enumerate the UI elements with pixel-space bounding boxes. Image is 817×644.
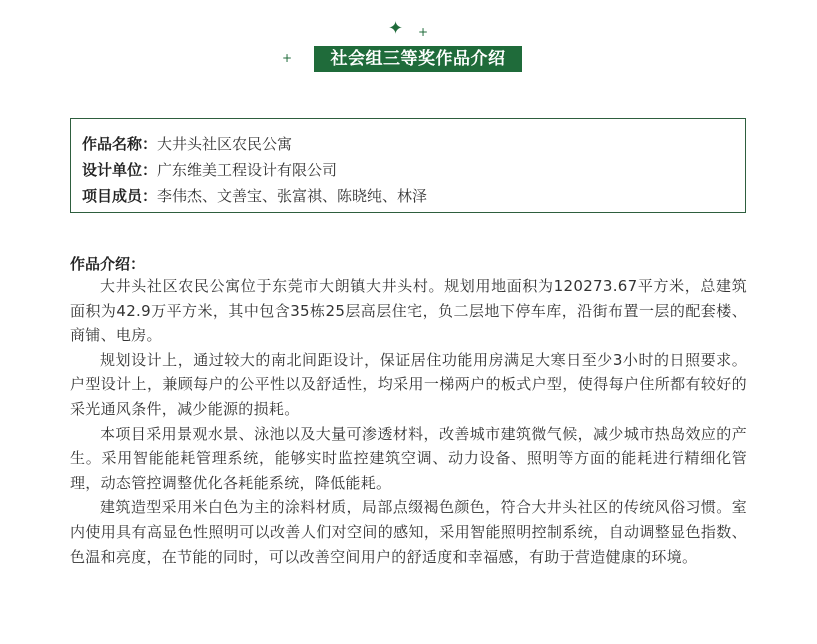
design-unit-label: 设计单位： — [82, 161, 158, 179]
intro-heading: 作品介绍： — [70, 255, 146, 273]
sparkle-star-icon: ✦ — [388, 18, 404, 39]
page-title: 社会组三等奖作品介绍 — [314, 46, 522, 72]
design-unit-value: 广东维美工程设计有限公司 — [157, 161, 338, 179]
intro-body — [70, 274, 747, 569]
project-name-value: 大井头社区农民公寓 — [157, 135, 293, 153]
intro-paragraph: 本项目采用景观水景、泳池以及大量可渗透材料，改善城市建筑微气候，减少城市热岛效应的产生。采用智能能耗管理系统，能够实时监控建筑空调、动力设备、照明等方面的能耗进行精细化管理，动态管控调整优化各耗能系统，降低能耗。 — [70, 424, 747, 492]
project-members-value: 李伟杰、文善宝、张富祺、陈晓纯、林泽 — [157, 187, 428, 205]
small-sparkle-icon: + — [282, 51, 293, 65]
intro-paragraph: 建筑造型采用米白色为主的涂料材质，局部点缀褐色颜色，符合大井头社区的传统风俗习惯。室内使用具有高显色性照明可以改善人们对空间的感知，采用智能照明控制系统，自动调整显色指数、色温和亮度，在节能的同时，可以改善空间用户的舒适度和幸福感，有助于营造健康的环境。 — [70, 498, 747, 566]
project-name-label: 作品名称： — [82, 135, 158, 153]
intro-paragraph: 大井头社区农民公寓位于东莞市大朗镇大井头村。规划用地面积为120273.67平方米，总建筑面积为42.9万平方米，其中包含35栋25层高层住宅，负二层地下停车库，沿街布置一层的配套楼、商铺、电房。 — [70, 277, 747, 345]
project-members-row — [82, 183, 745, 209]
design-unit-row — [82, 157, 745, 183]
project-name-row — [82, 131, 745, 157]
project-info-box — [70, 118, 746, 213]
small-sparkle-icon: + — [418, 25, 429, 39]
intro-paragraph: 规划设计上，通过较大的南北间距设计，保证居住功能用房满足大寒日至少3小时的日照要求。户型设计上，兼顾每户的公平性以及舒适性，均采用一梯两户的板式户型，使得每户住所都有较好的采光通风条件，减少能源的损耗。 — [70, 350, 747, 418]
project-members-label: 项目成员： — [82, 187, 158, 205]
